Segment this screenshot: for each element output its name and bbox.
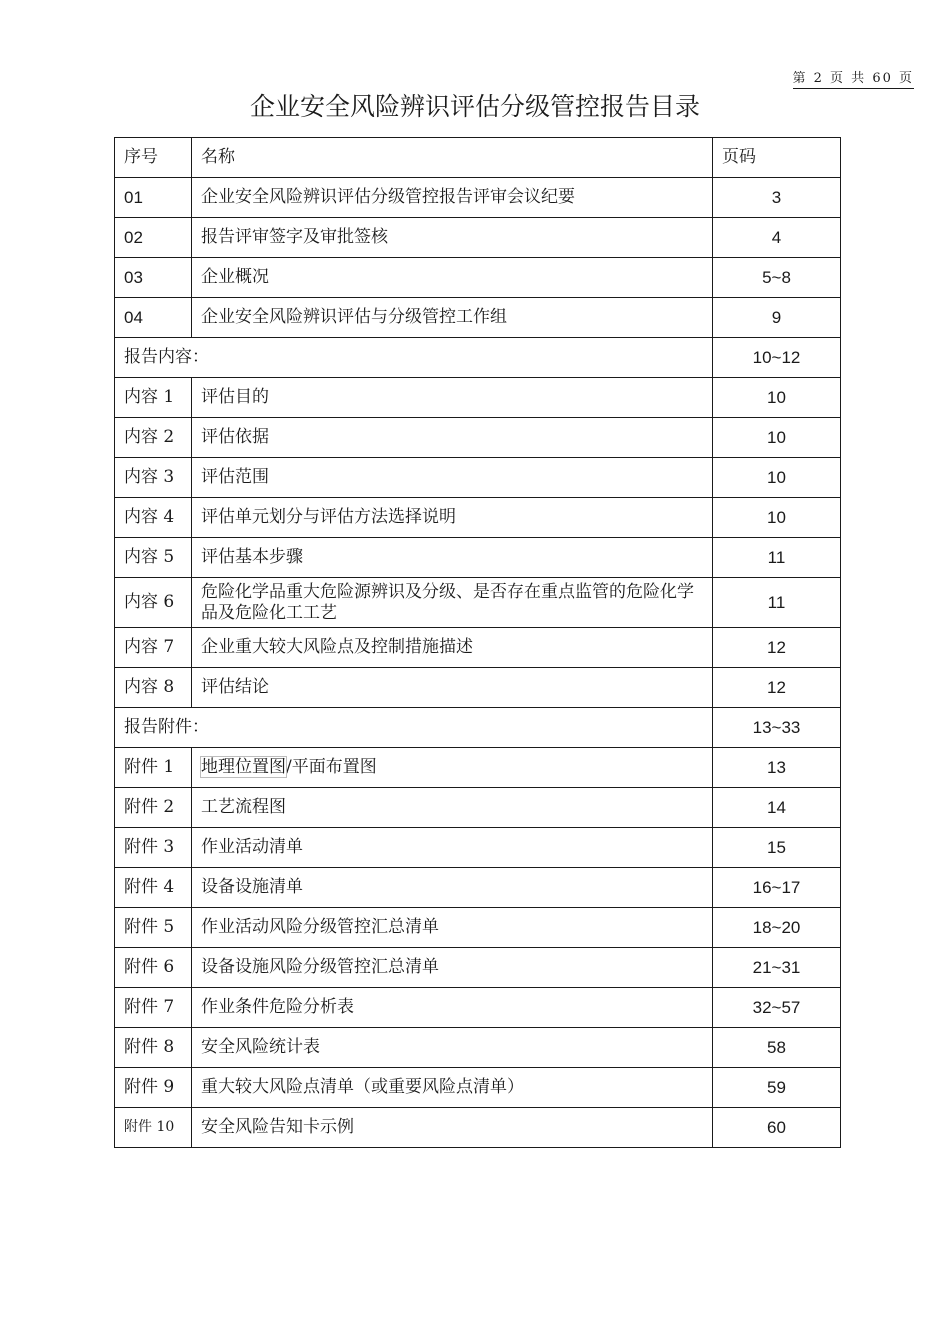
table-row	[115, 218, 841, 258]
table-row	[115, 418, 841, 458]
row-name: 工艺流程图	[192, 788, 713, 828]
table-row	[115, 1028, 841, 1068]
row-name: 企业安全风险辨识评估与分级管控工作组	[192, 298, 713, 338]
row-name: 企业概况	[192, 258, 713, 298]
table-row	[115, 748, 841, 788]
row-page: 58	[713, 1028, 841, 1068]
row-name: 评估依据	[192, 418, 713, 458]
row-name: 设备设施风险分级管控汇总清单	[192, 948, 713, 988]
row-seq: 附件 7	[115, 988, 192, 1028]
table-row	[115, 498, 841, 538]
row-seq: 内容 7	[115, 628, 192, 668]
row-seq: 附件 8	[115, 1028, 192, 1068]
row-name: 评估结论	[192, 668, 713, 708]
header-name: 名称	[192, 138, 713, 178]
row-page: 10	[713, 378, 841, 418]
section-row-content	[115, 338, 841, 378]
row-page: 21~31	[713, 948, 841, 988]
row-seq: 02	[115, 218, 192, 258]
header-page: 页码	[713, 138, 841, 178]
row-page: 12	[713, 668, 841, 708]
row-name: 企业安全风险辨识评估分级管控报告评审会议纪要	[192, 178, 713, 218]
header-seq: 序号	[115, 138, 192, 178]
table-row	[115, 828, 841, 868]
row-page: 11	[713, 538, 841, 578]
row-name: 作业活动清单	[192, 828, 713, 868]
row-seq: 内容 5	[115, 538, 192, 578]
row-page: 4	[713, 218, 841, 258]
row-seq: 内容 2	[115, 418, 192, 458]
row-seq: 附件 10	[115, 1108, 192, 1148]
table-row	[115, 578, 841, 628]
row-page: 60	[713, 1108, 841, 1148]
row-seq: 内容 8	[115, 668, 192, 708]
page-title: 企业安全风险辨识评估分级管控报告目录	[249, 92, 700, 121]
row-page: 5~8	[713, 258, 841, 298]
row-page: 14	[713, 788, 841, 828]
table-row	[115, 178, 841, 218]
row-name: 评估基本步骤	[192, 538, 713, 578]
section-label: 报告内容：	[115, 338, 713, 378]
row-name: 重大较大风险点清单（或重要风险点清单）	[192, 1068, 713, 1108]
toc-table	[114, 137, 841, 1148]
row-name: 安全风险告知卡示例	[192, 1108, 713, 1148]
row-page: 10	[713, 498, 841, 538]
row-page: 13	[713, 748, 841, 788]
table-row	[115, 1068, 841, 1108]
section-row-attachments	[115, 708, 841, 748]
row-name: 设备设施清单	[192, 868, 713, 908]
table-row	[115, 868, 841, 908]
table-row	[115, 948, 841, 988]
row-page: 3	[713, 178, 841, 218]
row-seq: 附件 6	[115, 948, 192, 988]
table-row	[115, 628, 841, 668]
row-name: 危险化学品重大危险源辨识及分级、是否存在重点监管的危险化学品及危险化工工艺	[192, 578, 713, 628]
table-row	[115, 258, 841, 298]
page-number: 第 2 页 共 60 页	[793, 71, 914, 89]
row-page: 59	[713, 1068, 841, 1108]
row-name: 评估范围	[192, 458, 713, 498]
table-row	[115, 458, 841, 498]
row-seq: 内容 3	[115, 458, 192, 498]
table-row	[115, 1108, 841, 1148]
row-name: 企业重大较大风险点及控制措施描述	[192, 628, 713, 668]
row-name: 安全风险统计表	[192, 1028, 713, 1068]
table-row	[115, 988, 841, 1028]
row-seq: 01	[115, 178, 192, 218]
row-seq: 内容 4	[115, 498, 192, 538]
row-page: 10	[713, 418, 841, 458]
row-page: 11	[713, 578, 841, 628]
table-row	[115, 668, 841, 708]
row-name: 评估单元划分与评估方法选择说明	[192, 498, 713, 538]
row-seq: 附件 9	[115, 1068, 192, 1108]
row-name: 作业条件危险分析表	[192, 988, 713, 1028]
row-seq: 附件 1	[115, 748, 192, 788]
row-name: 作业活动风险分级管控汇总清单	[192, 908, 713, 948]
table-row	[115, 538, 841, 578]
row-name-rest: /平面布置图	[286, 757, 377, 777]
row-page: 9	[713, 298, 841, 338]
row-seq: 内容 1	[115, 378, 192, 418]
row-page: 12	[713, 628, 841, 668]
section-label: 报告附件：	[115, 708, 713, 748]
section-page: 13~33	[713, 708, 841, 748]
table-row	[115, 788, 841, 828]
row-seq: 附件 4	[115, 868, 192, 908]
row-page: 18~20	[713, 908, 841, 948]
row-seq: 附件 3	[115, 828, 192, 868]
row-name	[192, 748, 713, 788]
row-seq: 内容 6	[115, 578, 192, 628]
section-page: 10~12	[713, 338, 841, 378]
row-seq: 03	[115, 258, 192, 298]
table-row	[115, 298, 841, 338]
row-name: 评估目的	[192, 378, 713, 418]
row-page: 16~17	[713, 868, 841, 908]
row-seq: 附件 5	[115, 908, 192, 948]
table-row	[115, 908, 841, 948]
row-seq: 04	[115, 298, 192, 338]
row-name: 报告评审签字及审批签核	[192, 218, 713, 258]
row-name-highlight: 地理位置图	[201, 757, 286, 777]
row-page: 32~57	[713, 988, 841, 1028]
table-header-row	[115, 138, 841, 178]
row-page: 15	[713, 828, 841, 868]
row-seq: 附件 2	[115, 788, 192, 828]
table-row	[115, 378, 841, 418]
row-page: 10	[713, 458, 841, 498]
